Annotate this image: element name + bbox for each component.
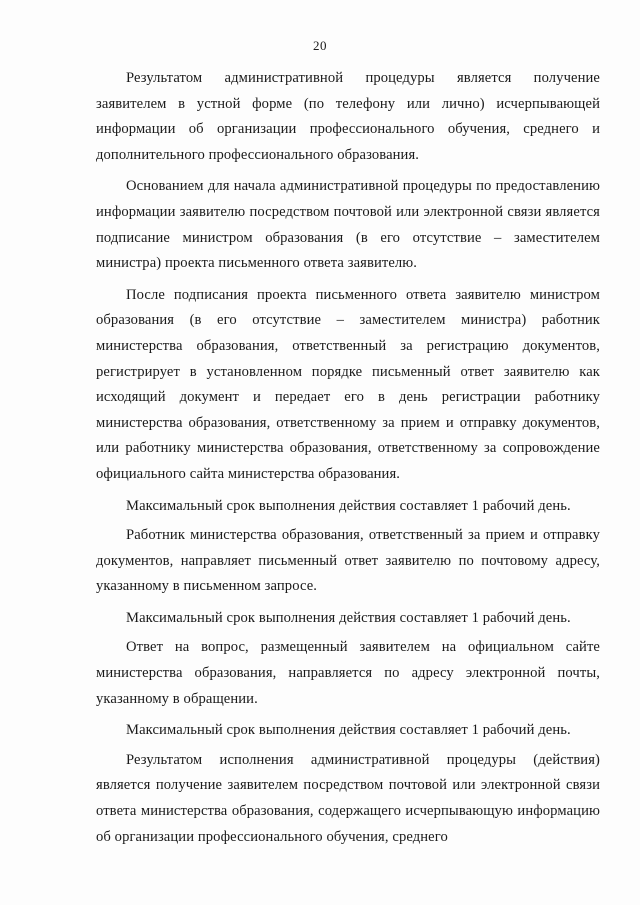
paragraph-after-signing: После подписания проекта письменного ответа заявителю министром образования (в его отсутствие – заместителем министра) работник министерства образования, ответственный за регистрацию документов, регистрирует в установленном порядке письменный ответ заявителю как исходящий документ и передает его в день регистрации работнику министерства образования, ответственному за прием и отправку документов, или работнику министерства образования, ответственному за сопровождение официального сайта министерства образования. xyxy=(96,286,600,482)
paragraph-basis: Основанием для начала административной процедуры по предоставлению информации заявителю посредством почтовой или электронной связи является подписание министром образования (в его отсутствие – заместителем министра) проекта письменного ответа заявителю. xyxy=(96,178,600,272)
paragraph-result-written: Результатом исполнения административной процедуры (действия) является получение заявителем посредством почтовой или электронной связи ответа министерства образования, содержащего исчерпывающую информацию об организации профессионального обучения, среднего xyxy=(96,751,600,845)
paragraph-sending: Работник министерства образования, ответственный за прием и отправку документов, направляет письменный ответ заявителю по почтовому адресу, указанному в письменном запросе. xyxy=(96,527,600,595)
paragraph-max-term-2: Максимальный срок выполнения действия составляет 1 рабочий день. xyxy=(126,609,571,626)
paragraph-max-term-3: Максимальный срок выполнения действия составляет 1 рабочий день. xyxy=(126,722,571,739)
paragraph-website-answer: Ответ на вопрос, размещенный заявителем на официальном сайте министерства образования, направляется по адресу электронной почты, указанному в обращении. xyxy=(96,639,600,707)
document-body xyxy=(96,66,600,856)
paragraph-max-term-1: Максимальный срок выполнения действия составляет 1 рабочий день. xyxy=(126,497,571,514)
paragraph-result-oral: Результатом административной процедуры является получение заявителем в устной форме (по телефону или лично) исчерпывающей информации об организации профессионального обучения, среднего и дополнительного профессионального образования. xyxy=(96,70,600,163)
page-number: 20 xyxy=(313,38,327,53)
